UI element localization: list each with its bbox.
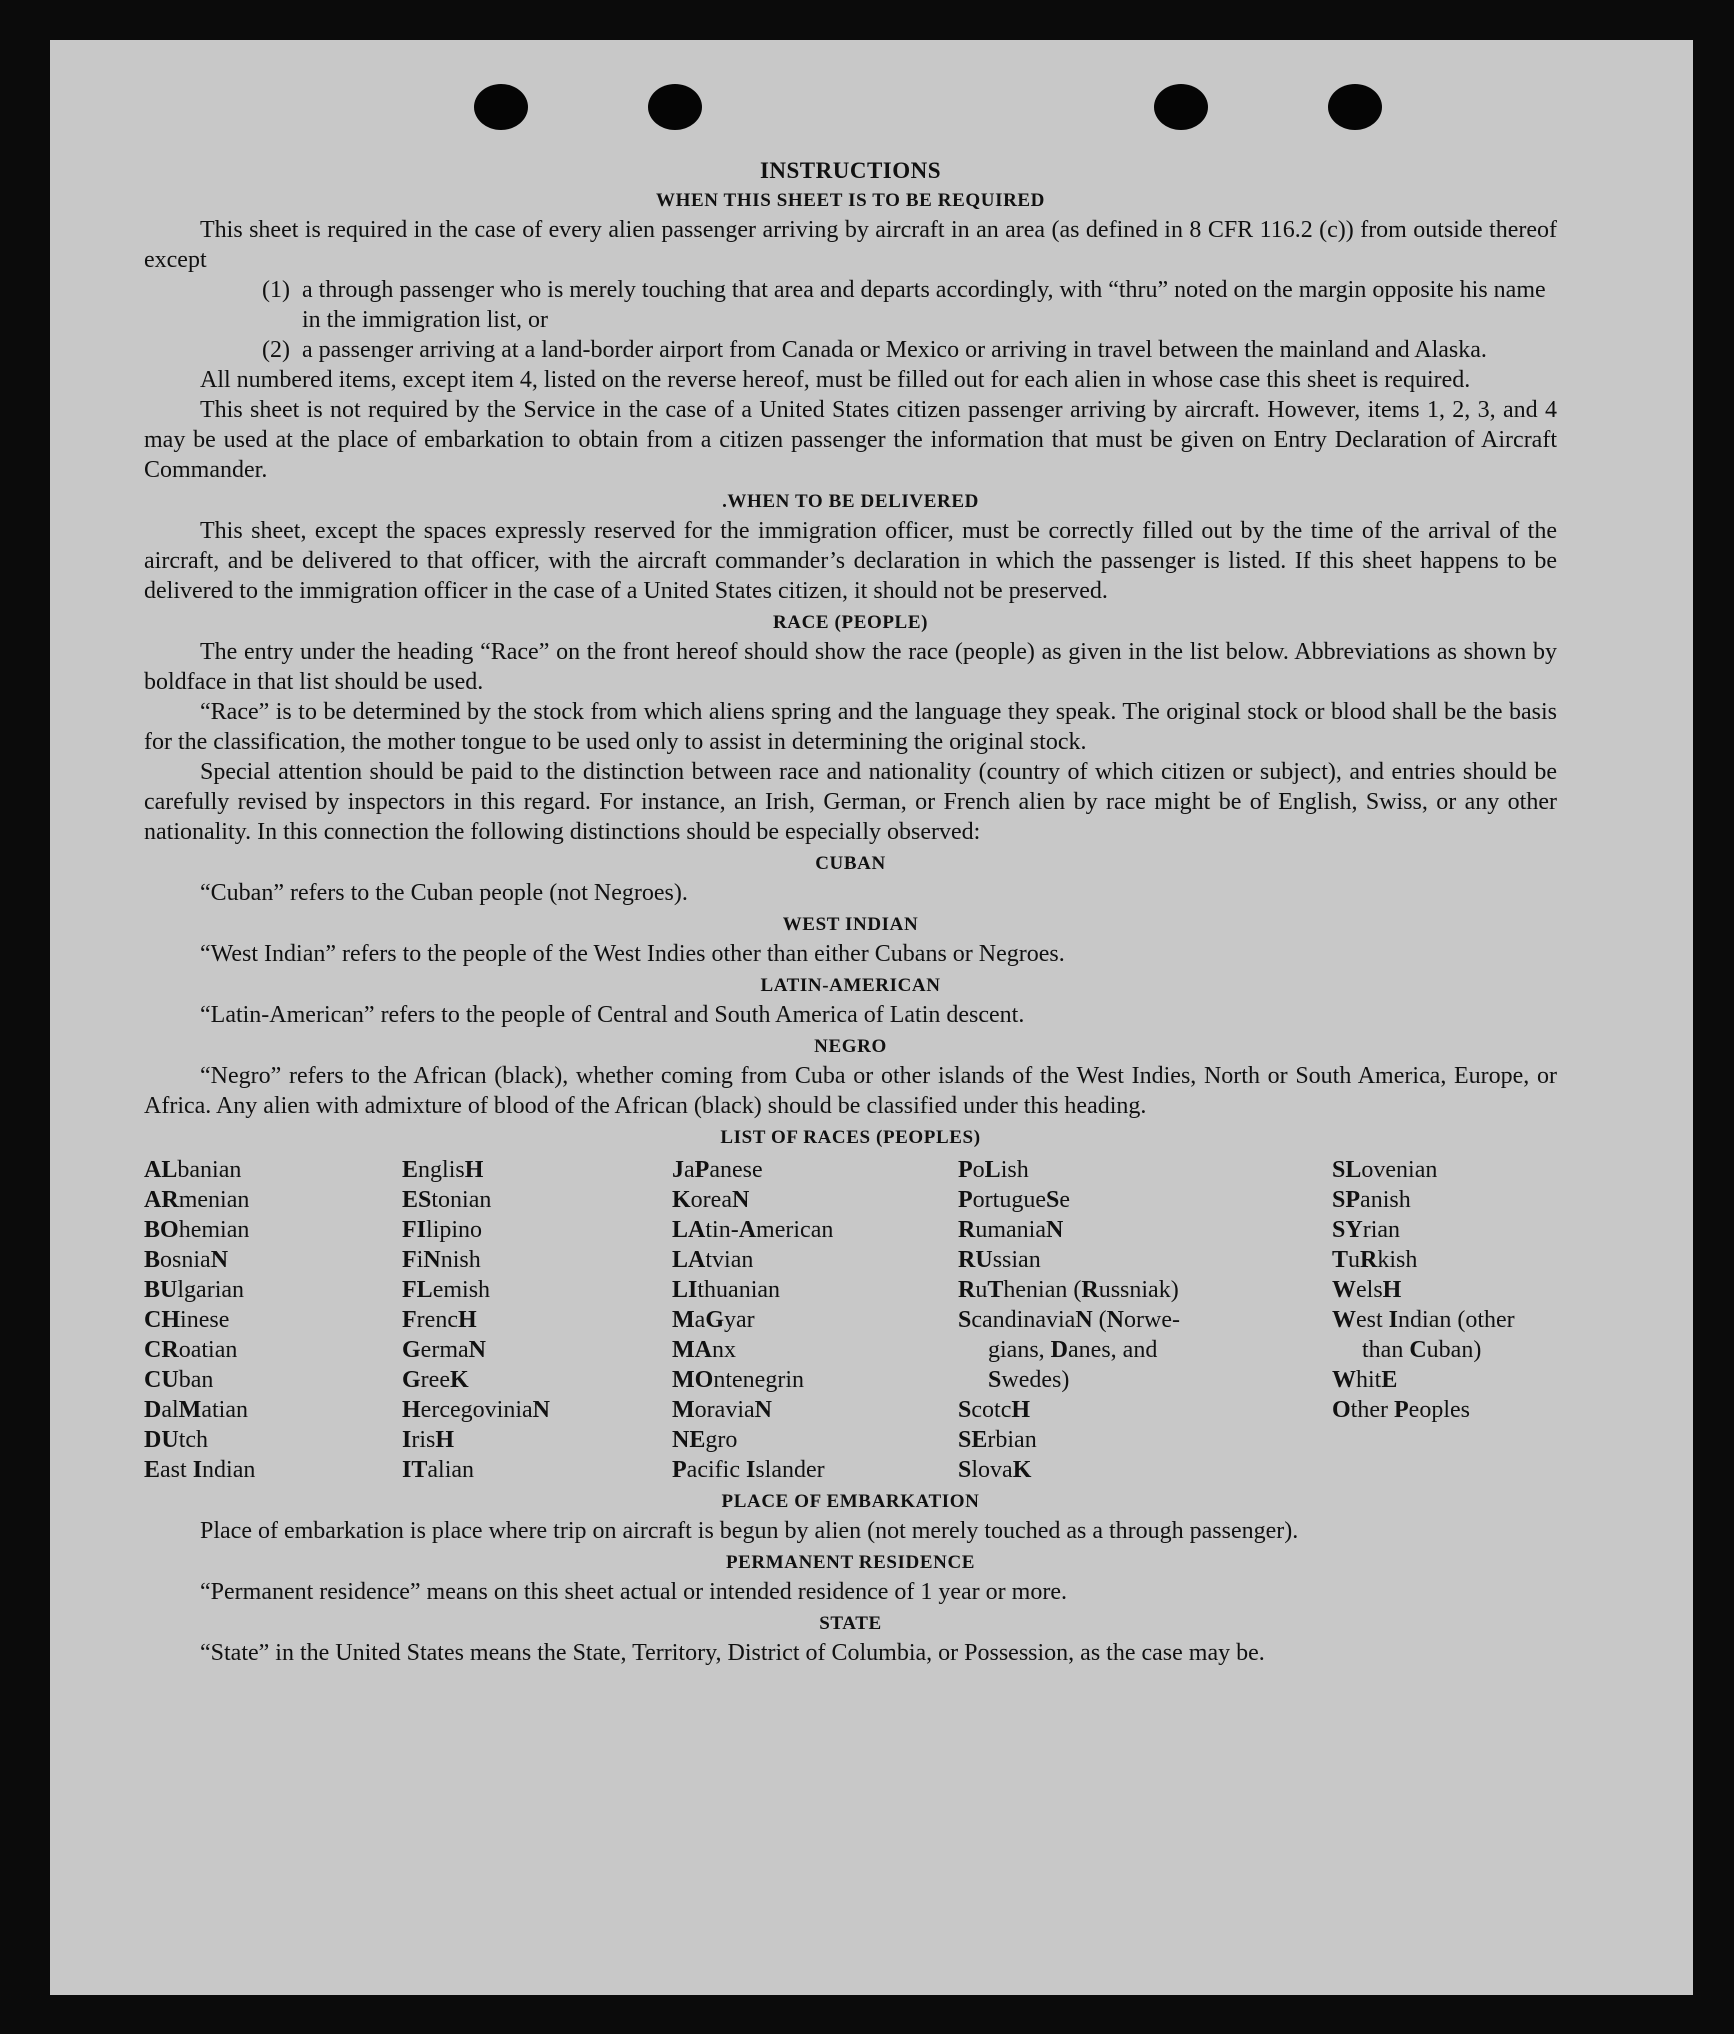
race-entry: CUban: [144, 1367, 214, 1393]
item-text: a passenger arriving at a land-border airport from Canada or Mexico or arriving in travel between the mainland and Alaska.: [302, 337, 1487, 363]
race-entry: GreeK: [402, 1367, 469, 1393]
race-entry: KoreaN: [672, 1187, 750, 1213]
section-heading-embarkation: PLACE OF EMBARKATION: [721, 1491, 980, 1512]
punch-hole: [474, 84, 528, 130]
race-entry: WelsH: [1332, 1277, 1402, 1303]
race-entry: West Indian (other: [1332, 1307, 1515, 1333]
race-paragraph: The entry under the heading “Race” on the front hereof should show the race (people) as given in the list below. Abbreviations as shown by boldface in that list should be used.: [144, 639, 1557, 695]
race-entry: BUlgarian: [144, 1277, 245, 1303]
residence-text: “Permanent residence” means on this sheet actual or intended residence of 1 year or more.: [200, 1579, 1067, 1605]
race-entry: RUssian: [958, 1247, 1041, 1273]
embarkation-text: Place of embarkation is place where trip on aircraft is begun by alien (not merely touched as a through passenger).: [200, 1518, 1299, 1544]
race-entry: EnglisH: [402, 1157, 484, 1183]
race-entry: BosniaN: [144, 1247, 229, 1273]
race-entry: MOntenegrin: [672, 1367, 804, 1393]
punch-hole: [1154, 84, 1208, 130]
race-column-4: [958, 1155, 1332, 1485]
race-entry: SlovaK: [958, 1457, 1032, 1483]
exception-item-1: [262, 275, 1557, 335]
race-entry: RuThenian (Russniak): [958, 1277, 1179, 1303]
race-entry: NEgro: [672, 1427, 738, 1453]
race-entry: than Cuban): [1362, 1337, 1482, 1363]
latin-american-text: “Latin-American” refers to the people of Central and South America of Latin descent.: [200, 1002, 1025, 1028]
race-entry: TuRkish: [1332, 1247, 1418, 1273]
race-entry: East Indian: [144, 1457, 256, 1483]
race-entry: ARmenian: [144, 1187, 250, 1213]
item-text: a through passenger who is merely touching that area and departs accordingly, with “thru” noted on the margin opposite his name in the immigration list, or: [302, 277, 1546, 333]
race-entry: CRoatian: [144, 1337, 238, 1363]
required-paragraph: This sheet is required in the case of every alien passenger arriving by aircraft in an area (as defined in 8 CFR 116.2 (c)) from outside thereof except: [144, 217, 1557, 273]
west-indian-text: “West Indian” refers to the people of the West Indies other than either Cubans or Negroes.: [200, 941, 1065, 967]
numbered-items-paragraph: All numbered items, except item 4, listed on the reverse hereof, must be filled out for each alien in whose case this sheet is required.: [200, 367, 1471, 393]
race-entry: RumaniaN: [958, 1217, 1064, 1243]
section-heading-state: STATE: [819, 1613, 882, 1634]
section-heading-races: LIST OF RACES (PEOPLES): [720, 1127, 981, 1148]
race-column-2: [402, 1155, 672, 1485]
race-entry: Pacific Islander: [672, 1457, 825, 1483]
race-column-5: [1332, 1155, 1557, 1485]
race-entry: DalMatian: [144, 1397, 248, 1423]
race-entry: Other Peoples: [1332, 1397, 1470, 1423]
race-entry: HercegoviniaN: [402, 1397, 550, 1423]
delivered-paragraph: This sheet, except the spaces expressly reserved for the immigration officer, must be correctly filled out by the time of the arrival of the aircraft, and be delivered to that officer, with the aircraft commander’s declaration in which the passenger is listed. If this sheet happens to be delivered to the immigration officer in the case of a United States citizen, it should not be preserved.: [144, 518, 1557, 604]
race-entry: SPanish: [1332, 1187, 1411, 1213]
page-title: INSTRUCTIONS: [759, 158, 942, 183]
race-entry: FLemish: [402, 1277, 491, 1303]
race-list: [144, 1155, 1557, 1485]
race-entry: PoLish: [958, 1157, 1029, 1183]
race-entry: FiNnish: [402, 1247, 481, 1273]
race-entry: CHinese: [144, 1307, 230, 1333]
race-entry: MaGyar: [672, 1307, 755, 1333]
punch-hole: [1328, 84, 1382, 130]
race-entry: JaPanese: [672, 1157, 763, 1183]
race-entry: FIlipino: [402, 1217, 483, 1243]
race-entry: SLovenian: [1332, 1157, 1438, 1183]
race-entry: DUtch: [144, 1427, 209, 1453]
race-entry: SYrian: [1332, 1217, 1401, 1243]
race-paragraph: “Race” is to be determined by the stock from which aliens spring and the language they speak. The original stock or blood shall be the basis for the classification, the mother tongue to be used only to assist in determining the original stock.: [144, 699, 1557, 755]
race-entry: SErbian: [958, 1427, 1037, 1453]
race-entry: LAtin-American: [672, 1217, 834, 1243]
race-entry: MoraviaN: [672, 1397, 772, 1423]
section-heading-negro: NEGRO: [814, 1036, 887, 1057]
exception-item-2: [262, 335, 1557, 365]
race-entry: GermaN: [402, 1337, 486, 1363]
section-heading-latin-american: LATIN-AMERICAN: [760, 975, 941, 996]
race-entry: gians, Danes, and: [988, 1337, 1158, 1363]
citizen-paragraph: This sheet is not required by the Service in the case of a United States citizen passenger arriving by aircraft. However, items 1, 2, 3, and 4 may be used at the place of embarkation to obtain from a citizen passenger the information that must be given on Entry Declaration of Aircraft Commander.: [144, 397, 1557, 483]
section-heading-race: RACE (PEOPLE): [772, 612, 929, 633]
race-entry: WhitE: [1332, 1367, 1398, 1393]
instruction-sheet: [50, 40, 1693, 1995]
negro-text: “Negro” refers to the African (black), whether coming from Cuba or other islands of the West Indies, North or South America, Europe, or Africa. Any alien with admixture of blood of the African (black) should be classified under this heading.: [144, 1063, 1557, 1119]
race-entry: ScotcH: [958, 1397, 1031, 1423]
section-heading-delivered: .WHEN TO BE DELIVERED: [722, 491, 979, 512]
item-number: (2): [262, 337, 290, 363]
race-entry: ITalian: [402, 1457, 475, 1483]
race-column-3: [672, 1155, 958, 1485]
race-entry: Swedes): [988, 1367, 1070, 1393]
state-text: “State” in the United States means the State, Territory, District of Columbia, or Possession, as the case may be.: [200, 1640, 1265, 1666]
item-number: (1): [262, 277, 290, 303]
race-entry: EStonian: [402, 1187, 492, 1213]
race-entry: LAtvian: [672, 1247, 754, 1273]
race-entry: BOhemian: [144, 1217, 250, 1243]
section-heading-cuban: CUBAN: [815, 853, 886, 874]
race-paragraph: Special attention should be paid to the distinction between race and nationality (country of which citizen or subject), and entries should be carefully revised by inspectors in this regard. For instance, an Irish, German, or French alien by race might be of English, Swiss, or any other nationality. In this connection the following distinctions should be especially observed:: [144, 759, 1557, 845]
punch-hole: [648, 84, 702, 130]
race-entry: ScandinaviaN (Norwe-: [958, 1307, 1181, 1333]
race-column-1: [144, 1155, 402, 1485]
section-heading-residence: PERMANENT RESIDENCE: [725, 1552, 976, 1573]
race-entry: ALbanian: [144, 1157, 242, 1183]
section-heading-required: WHEN THIS SHEET IS TO BE REQUIRED: [655, 190, 1046, 211]
race-entry: PortugueSe: [958, 1187, 1071, 1213]
race-entry: MAnx: [672, 1337, 736, 1363]
race-entry: LIthuanian: [672, 1277, 781, 1303]
race-entry: IrisH: [402, 1427, 455, 1453]
section-heading-west-indian: WEST INDIAN: [782, 914, 919, 935]
race-entry: FrencH: [402, 1307, 477, 1333]
cuban-text: “Cuban” refers to the Cuban people (not Negroes).: [200, 880, 688, 906]
